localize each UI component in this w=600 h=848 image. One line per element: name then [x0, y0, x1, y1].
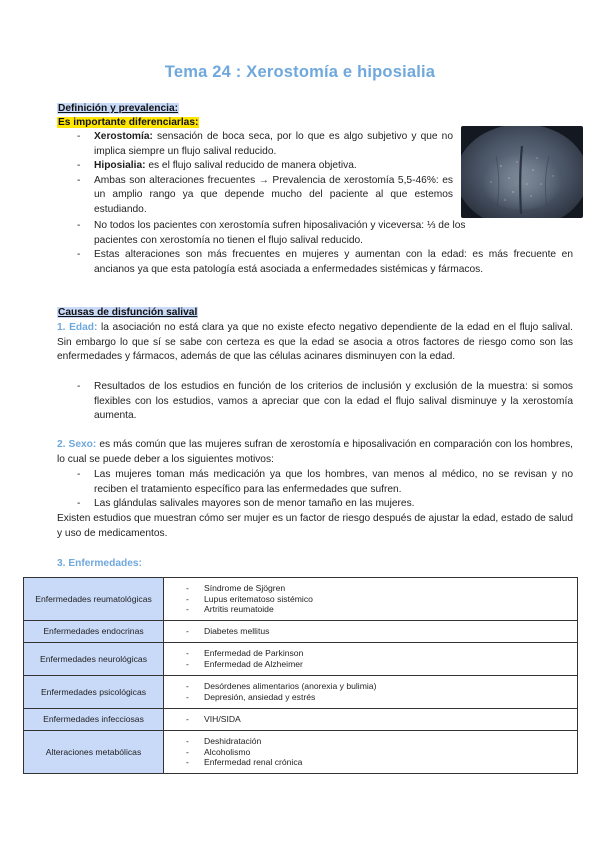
cause-age-list	[75, 380, 573, 424]
cause-diseases-label: 3. Enfermedades:	[57, 558, 142, 569]
definition-heading	[57, 102, 179, 117]
definition-item-frequency: - Estas alteraciones son más frecuentes en mujeres y aumentan con la edad: es más frecuente en ancianos ya que esta patología está asociada a enfermedades sistémicas y fármacos.	[75, 248, 573, 277]
cause-sex-conclusion: Existen estudios que muestran cómo ser mujer es un factor de riesgo después de ajustar la edad, estado de salud y uso de medicamentos.	[57, 513, 573, 539]
cause-age-text: la asociación no está clara ya que no existe efecto negativo dependiente de la edad en el flujo salival. Sin embargo lo que sí se sabe con certeza es que la edad se asocia a otros factores de riesgo como son las enfermedades y fármacos, además de que las células acinares disminuyen con la edad.	[57, 322, 573, 362]
definition-item-viceversa: - No todos los pacientes con xerostomía sufren hiposalivación y viceversa: ⅓ de los pacientes con xerostomía no tienen el flujo salival reducido.	[75, 219, 485, 248]
definition-heading-text: Definición y prevalencia:	[58, 103, 179, 114]
disease-item: - Enfermedad de Alzheimer	[186, 659, 571, 670]
diseases-table-row	[24, 578, 578, 621]
disease-item: - Enfermedad de Parkinson	[186, 648, 571, 659]
disease-item: - Depresión, ansiedad y estrés	[186, 692, 571, 703]
causes-heading	[57, 306, 198, 321]
definition-list	[75, 130, 453, 217]
disease-category: Alteraciones metabólicas	[24, 731, 164, 774]
disease-item: - Enfermedad renal crónica	[186, 757, 571, 768]
cause-sex-text: es más común que las mujeres sufran de xerostomía e hiposalivación en comparación con los hombres, lo cual se puede deber a los siguientes motivos:	[57, 439, 573, 465]
disease-items	[164, 643, 578, 676]
disease-items	[164, 621, 578, 643]
tongue-photo	[461, 126, 583, 218]
diseases-table-row	[24, 621, 578, 643]
definition-item-hiposialia: - Hiposialia: es el flujo salival reducido de manera objetiva.	[75, 159, 453, 174]
disease-items	[164, 731, 578, 774]
disease-items	[164, 578, 578, 621]
disease-category: Enfermedades infecciosas	[24, 709, 164, 731]
cause-sex-list	[75, 468, 573, 512]
tongue-photo-image	[461, 126, 583, 218]
cause-sex-paragraph	[57, 438, 573, 467]
diseases-table	[23, 577, 578, 774]
diseases-table-body	[24, 578, 578, 774]
disease-category: Enfermedades psicológicas	[24, 676, 164, 709]
disease-item: - Síndrome de Sjögren	[186, 583, 571, 594]
disease-item: - Deshidratación	[186, 736, 571, 747]
causes-heading-text: Causas de disfunción salival	[58, 307, 198, 318]
diseases-table-row	[24, 709, 578, 731]
definition-item-xerostomia: - Xerostomía: sensación de boca seca, por lo que es algo subjetivo y que no implica siempre un flujo salival reducido.	[75, 130, 453, 159]
disease-item: - Artritis reumatoide	[186, 604, 571, 615]
cause-sex-label: 2. Sexo:	[57, 439, 97, 450]
disease-category: Enfermedades reumatológicas	[24, 578, 164, 621]
disease-items	[164, 709, 578, 731]
disease-item: - Alcoholismo	[186, 747, 571, 758]
diseases-table-row	[24, 731, 578, 774]
cause-sex-item-glands: - Las glándulas salivales mayores son de menor tamaño en las mujeres.	[75, 497, 573, 512]
cause-age-paragraph	[57, 321, 573, 365]
definition-list-end	[75, 248, 573, 277]
definition-subheading	[57, 116, 199, 131]
disease-category: Enfermedades neurológicas	[24, 643, 164, 676]
disease-item: - VIH/SIDA	[186, 714, 571, 725]
cause-sex-item-medication: - Las mujeres toman más medicación ya que los hombres, van menos al médico, no se revisan y no reciben el tratamiento específico para las enfermedades que sufren.	[75, 468, 573, 497]
disease-item: - Lupus eritematoso sistémico	[186, 594, 571, 605]
definition-subheading-text: Es importante diferenciarlas:	[58, 117, 199, 128]
diseases-table-row	[24, 676, 578, 709]
disease-item: - Desórdenes alimentarios (anorexia y bulimia)	[186, 681, 571, 692]
page-title: Tema 24 : Xerostomía e hiposialia	[164, 63, 436, 81]
disease-category: Enfermedades endocrinas	[24, 621, 164, 643]
diseases-table-row	[24, 643, 578, 676]
definition-item-prevalence: - Ambas son alteraciones frecuentes → Prevalencia de xerostomía 5,5-46%: es un amplio rango ya que depende mucho del paciente al que estemos estudiando.	[75, 174, 453, 218]
definition-list-continued	[75, 219, 485, 248]
cause-age-label: 1. Edad:	[57, 322, 98, 333]
disease-item: - Diabetes mellitus	[186, 626, 571, 637]
cause-age-item: - Resultados de los estudios en función de los criterios de inclusión y exclusión de la muestra: si somos flexibles con los estudios, vamos a apreciar que con la edad el flujo salival disminuye y la xerostomía aumenta.	[75, 380, 573, 424]
disease-items	[164, 676, 578, 709]
